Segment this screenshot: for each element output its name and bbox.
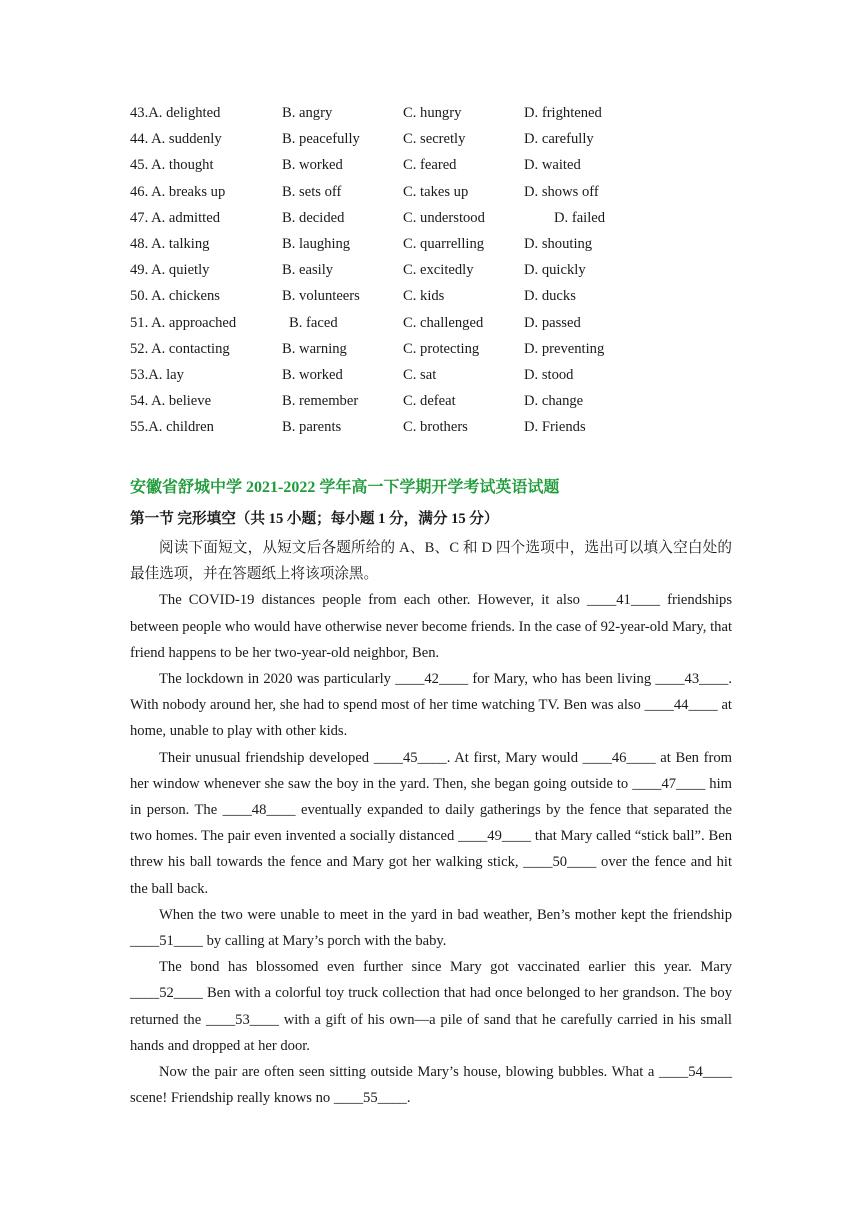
option-c: C. protecting [403,340,480,357]
option-row-44 [130,128,730,154]
passage-paragraph: The bond has blossomed even further since Mary got vaccinated earlier this year. Mary ____52____ Ben with a colorful toy truck collection that had once belonged to her grandson. The boy returned the ____53____ with a gift of his own—a pile of sand that he carefully carried in his small hands and dropped at her door. [130,959,732,1054]
option-c: C. takes up [403,183,469,200]
option-d: D. stood [524,366,574,383]
option-c: C. brothers [403,419,468,436]
option-b: B. parents [282,419,342,436]
option-d: D. shows off [524,183,599,200]
option-a: 47. A. admitted [130,209,220,226]
option-c: C. excitedly [403,262,474,279]
option-d: D. carefully [524,131,594,148]
option-d: D. frightened [524,105,602,121]
option-d: D. ducks [524,288,576,305]
passage-paragraph: The COVID-19 distances people from each other. However, it also ____41____ friendships between people who would have otherwise never become friends. In the case of 92-year-old Mary, that friend happens to be her two-year-old neighbor, Ben. [130,592,732,661]
option-a: 53.A. lay [130,366,184,383]
option-row-55 [130,416,730,442]
passage-paragraph: The lockdown in 2020 was particularly ____42____ for Mary, who has been living ____43____. With nobody around her, she had to spend most of her time watching TV. Ben was also ____44____ at home, unable to play with other kids. [130,671,732,740]
passage-paragraph: Now the pair are often seen sitting outside Mary’s house, blowing bubbles. What a ____54____ scene! Friendship really knows no ____55____. [130,1064,732,1107]
option-d: D. Friends [524,419,586,436]
option-a: 46. A. breaks up [130,183,226,200]
option-a: 51. A. approached [130,314,237,331]
option-b: B. easily [282,262,334,279]
exam-title: 安徽省舒城中学 2021-2022 学年高一下学期开学考试英语试题 [130,479,560,496]
option-row-51 [130,312,730,338]
option-d: D. waited [524,157,581,174]
option-a: 49. A. quietly [130,262,210,279]
option-d: D. shouting [524,235,593,252]
option-c: C. kids [403,288,445,305]
option-b: B. faced [289,314,338,331]
option-d: D. change [524,393,584,410]
option-c: C. understood [403,209,485,226]
option-row-54 [130,390,730,416]
option-a: 50. A. chickens [130,288,220,305]
option-row-52 [130,338,730,364]
option-d: D. failed [554,209,606,226]
option-row-50 [130,285,730,311]
option-row-48 [130,233,730,259]
option-c: C. quarrelling [403,235,485,252]
passage-paragraph: Their unusual friendship developed ____45____. At first, Mary would ____46____ at Ben from her window whenever she saw the boy in the yard. Then, she began going outside to ____47____ him in person. The ____48____ eventually expanded to daily gatherings by the fence that separated the two homes. The pair even invented a socially distanced ____49____ that Mary called “stick ball”. Ben threw his ball towards the fence and Mary got her walking stick, ____50____ over the fence and hit the ball back. [130,749,732,897]
option-row-53 [130,364,730,390]
option-a: 55.A. children [130,419,214,436]
passage-paragraph: When the two were unable to meet in the yard in bad weather, Ben’s mother kept the friendship ____51____ by calling at Mary’s porch with the baby. [130,906,732,950]
option-b: B. volunteers [282,288,360,305]
option-row-45 [130,154,730,180]
option-d: D. quickly [524,262,586,279]
option-row-47 [130,207,730,233]
option-a: 43.A. delighted [130,105,221,121]
option-b: B. worked [282,366,343,383]
option-c: C. hungry [403,105,462,121]
option-c: C. sat [403,366,437,383]
option-b: B. warning [282,340,347,357]
option-d: D. passed [524,314,581,331]
option-b: B. sets off [282,183,342,200]
option-c: C. challenged [403,314,484,331]
section-heading: 第一节 完形填空（共 15 小题；每小题 1 分，满分 15 分） [130,511,499,527]
option-b: B. remember [282,393,359,410]
option-c: C. defeat [403,393,456,410]
option-d: D. preventing [524,340,605,357]
option-row-49 [130,259,730,285]
option-b: B. worked [282,157,343,174]
option-b: B. angry [282,105,333,121]
option-b: B. laughing [282,235,351,252]
option-row-43 [130,102,730,128]
option-c: C. feared [403,157,457,174]
option-a: 54. A. believe [130,393,212,410]
option-b: B. decided [282,209,345,226]
cloze-passage [130,535,732,1111]
option-list [130,102,730,442]
option-b: B. peacefully [282,131,360,148]
option-a: 52. A. contacting [130,340,230,357]
option-c: C. secretly [403,131,466,148]
option-a: 45. A. thought [130,157,214,174]
option-row-46 [130,181,730,207]
option-a: 44. A. suddenly [130,131,222,148]
instructions: 阅读下面短文，从短文后各题所给的 A、B、C 和 D 四个选项中，选出可以填入空白处的最佳选项，并在答题纸上将该项涂黑。 [130,540,732,583]
option-a: 48. A. talking [130,235,210,252]
